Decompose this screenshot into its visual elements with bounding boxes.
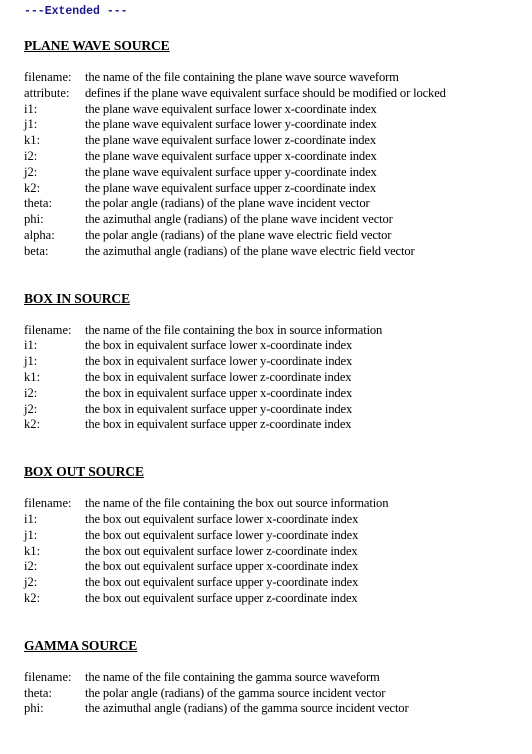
param-row <box>24 338 524 354</box>
param-key: j1: <box>24 527 38 542</box>
param-row <box>24 165 524 181</box>
param-row <box>24 117 524 133</box>
param-key: i1: <box>24 511 38 526</box>
spacer <box>24 607 524 638</box>
param-key: filename: <box>24 669 72 684</box>
section-title: BOX OUT SOURCE <box>24 464 144 480</box>
param-key: i1: <box>24 101 38 116</box>
section-gamma-source <box>24 638 524 717</box>
param-desc: the box out equivalent surface upper y-coordinate index <box>85 575 359 590</box>
section-title: GAMMA SOURCE <box>24 637 138 653</box>
param-row <box>24 559 524 575</box>
param-key: j1: <box>24 354 38 369</box>
spacer <box>24 654 524 670</box>
param-row <box>24 86 524 102</box>
section-box-out-source <box>24 464 524 607</box>
param-key: phi: <box>24 701 44 716</box>
param-desc: the plane wave equivalent surface upper z-coordinate index <box>85 180 376 195</box>
param-row <box>24 181 524 197</box>
param-desc: the box in equivalent surface upper z-coordinate index <box>85 417 352 432</box>
section-title: BOX IN SOURCE <box>24 290 130 306</box>
document-page <box>24 4 524 717</box>
param-row <box>24 701 524 717</box>
param-key: j2: <box>24 164 38 179</box>
param-row <box>24 133 524 149</box>
param-desc: the polar angle (radians) of the plane wave electric field vector <box>85 227 392 242</box>
param-row <box>24 496 524 512</box>
spacer <box>24 433 524 464</box>
param-key: k1: <box>24 133 41 148</box>
param-desc: the box in equivalent surface lower y-coordinate index <box>85 354 353 369</box>
param-row <box>24 102 524 118</box>
param-key: filename: <box>24 70 72 84</box>
param-row <box>24 149 524 165</box>
spacer <box>24 54 524 70</box>
param-desc: the box out equivalent surface upper z-coordinate index <box>85 590 358 605</box>
param-desc: the box out equivalent surface upper x-coordinate index <box>85 559 359 574</box>
param-key: i2: <box>24 148 38 163</box>
param-desc: the box out equivalent surface lower z-coordinate index <box>85 543 358 558</box>
param-key: k1: <box>24 369 41 384</box>
param-desc: the polar angle (radians) of the gamma source incident vector <box>85 685 386 700</box>
param-key: filename: <box>24 322 72 337</box>
param-key: theta: <box>24 685 52 700</box>
param-desc: the name of the file containing the gamma source waveform <box>85 669 380 684</box>
param-key: k2: <box>24 180 41 195</box>
param-row <box>24 591 524 607</box>
section-box-in-source <box>24 291 524 434</box>
param-row <box>24 228 524 244</box>
param-row <box>24 196 524 212</box>
param-key: alpha: <box>24 227 55 242</box>
param-desc: the azimuthal angle (radians) of the gamma source incident vector <box>85 701 409 716</box>
param-row <box>24 244 524 260</box>
param-desc: the polar angle (radians) of the plane wave incident vector <box>85 196 370 211</box>
param-row <box>24 417 524 433</box>
param-desc: the box out equivalent surface lower x-coordinate index <box>85 511 359 526</box>
param-key: attribute: <box>24 85 70 100</box>
param-key: beta: <box>24 243 49 258</box>
extended-label: ---Extended --- <box>24 5 128 18</box>
param-key: filename: <box>24 496 72 511</box>
param-key: i2: <box>24 385 38 400</box>
param-row <box>24 354 524 370</box>
param-key: i1: <box>24 338 38 353</box>
param-key: k2: <box>24 417 41 432</box>
spacer <box>24 260 524 291</box>
spacer <box>24 480 524 496</box>
param-row <box>24 212 524 228</box>
param-desc: the box out equivalent surface lower y-coordinate index <box>85 527 359 542</box>
param-row <box>24 323 524 339</box>
param-key: j2: <box>24 401 38 416</box>
param-desc: the plane wave equivalent surface upper x-coordinate index <box>85 148 377 163</box>
param-desc: the plane wave equivalent surface lower y-coordinate index <box>85 117 377 132</box>
spacer <box>24 307 524 323</box>
param-desc: defines if the plane wave equivalent surface should be modified or locked <box>85 85 446 100</box>
param-key: i2: <box>24 559 38 574</box>
param-desc: the name of the file containing the plane wave source waveform <box>85 70 399 84</box>
param-desc: the plane wave equivalent surface upper y-coordinate index <box>85 164 377 179</box>
param-row <box>24 670 524 686</box>
param-key: k1: <box>24 543 41 558</box>
param-row <box>24 544 524 560</box>
param-desc: the box in equivalent surface upper y-coordinate index <box>85 401 353 416</box>
param-desc: the plane wave equivalent surface lower z-coordinate index <box>85 133 376 148</box>
param-desc: the azimuthal angle (radians) of the plane wave electric field vector <box>85 243 415 258</box>
param-row <box>24 686 524 702</box>
param-row <box>24 70 524 86</box>
spacer <box>24 20 524 38</box>
param-row <box>24 386 524 402</box>
param-desc: the name of the file containing the box out source information <box>85 496 389 511</box>
param-desc: the box in equivalent surface lower z-coordinate index <box>85 369 352 384</box>
param-row <box>24 402 524 418</box>
param-desc: the azimuthal angle (radians) of the plane wave incident vector <box>85 212 393 227</box>
param-row <box>24 528 524 544</box>
param-key: j1: <box>24 117 38 132</box>
param-row <box>24 512 524 528</box>
param-desc: the name of the file containing the box in source information <box>85 322 383 337</box>
param-key: phi: <box>24 212 44 227</box>
param-key: k2: <box>24 590 41 605</box>
param-desc: the plane wave equivalent surface lower x-coordinate index <box>85 101 377 116</box>
param-row <box>24 370 524 386</box>
param-desc: the box in equivalent surface lower x-coordinate index <box>85 338 353 353</box>
param-desc: the box in equivalent surface upper x-coordinate index <box>85 385 353 400</box>
param-key: theta: <box>24 196 52 211</box>
section-plane-wave-source <box>24 38 524 260</box>
param-row <box>24 575 524 591</box>
param-key: j2: <box>24 575 38 590</box>
section-title: PLANE WAVE SOURCE <box>24 38 170 53</box>
